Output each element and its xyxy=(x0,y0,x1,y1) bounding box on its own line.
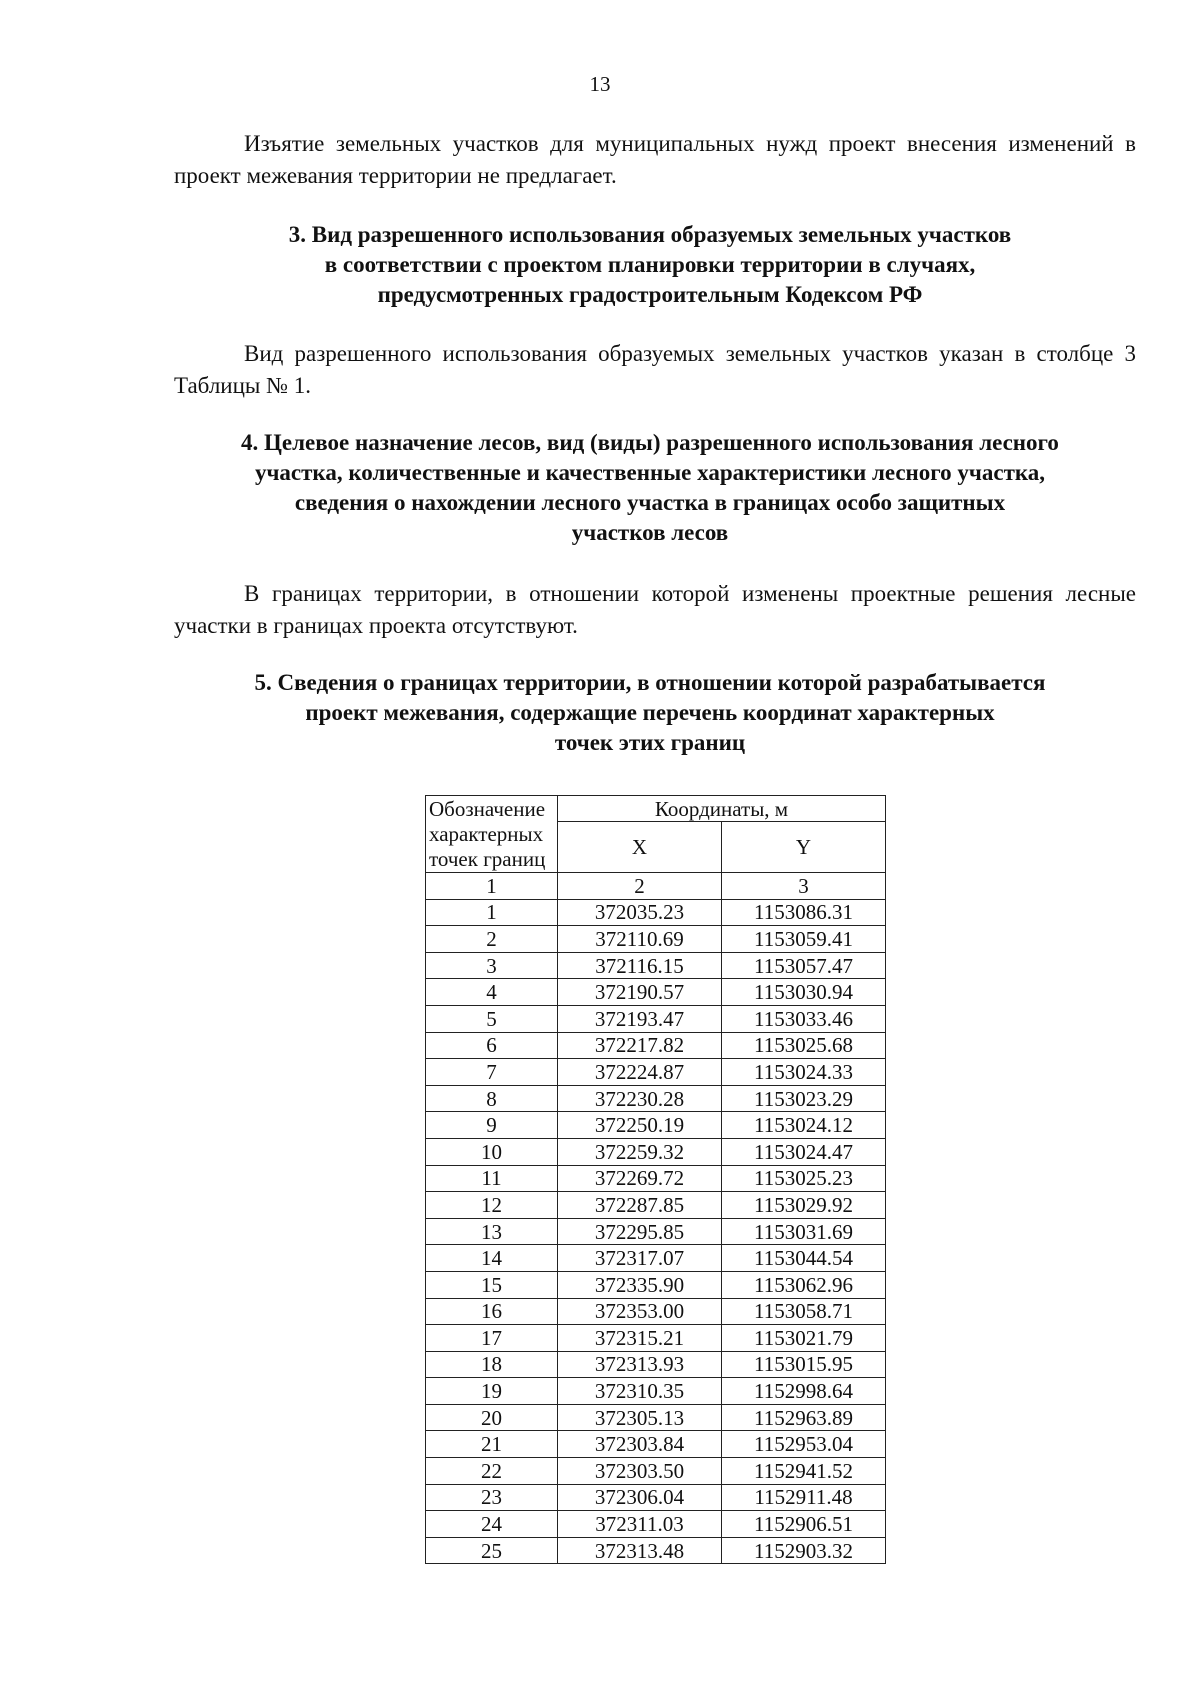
y-coordinate-cell: 1153024.12 xyxy=(722,1112,886,1139)
x-coordinate-cell: 372230.28 xyxy=(558,1085,722,1112)
table-row xyxy=(426,1005,886,1032)
x-coordinate-cell: 372303.50 xyxy=(558,1458,722,1485)
section4-text: В границах территории, в отношении которой изменены проектные решения лесные участки в границах проекта отсутствуют. xyxy=(174,581,1136,638)
table-row xyxy=(426,1537,886,1564)
point-number-cell: 21 xyxy=(426,1431,558,1458)
y-coordinate-cell: 1153059.41 xyxy=(722,926,886,953)
section3-text: Вид разрешенного использования образуемых земельных участков указан в столбце 3 Таблицы № 1. xyxy=(174,341,1136,398)
y-coordinate-cell: 1152963.89 xyxy=(722,1404,886,1431)
table-row xyxy=(426,1351,886,1378)
header-x: X xyxy=(558,822,722,873)
table-row xyxy=(426,899,886,926)
point-number-cell: 15 xyxy=(426,1271,558,1298)
section5-heading-line: точек этих границ xyxy=(554,730,746,755)
table-row xyxy=(426,1298,886,1325)
y-coordinate-cell: 1152903.32 xyxy=(722,1537,886,1564)
point-number-cell: 20 xyxy=(426,1404,558,1431)
column-number-row xyxy=(426,873,886,900)
column-number: 1 xyxy=(426,873,558,900)
table-row xyxy=(426,1218,886,1245)
section5-heading xyxy=(150,668,1150,758)
table-row xyxy=(426,1325,886,1352)
x-coordinate-cell: 372224.87 xyxy=(558,1059,722,1086)
x-coordinate-cell: 372116.15 xyxy=(558,952,722,979)
y-coordinate-cell: 1152998.64 xyxy=(722,1378,886,1405)
point-number-cell: 7 xyxy=(426,1059,558,1086)
x-coordinate-cell: 372311.03 xyxy=(558,1511,722,1538)
point-number-cell: 1 xyxy=(426,899,558,926)
table-row xyxy=(426,1165,886,1192)
table-row xyxy=(426,979,886,1006)
point-number-cell: 25 xyxy=(426,1537,558,1564)
y-coordinate-cell: 1152941.52 xyxy=(722,1458,886,1485)
table-row xyxy=(426,1271,886,1298)
coordinates-table xyxy=(425,795,886,1564)
point-number-cell: 8 xyxy=(426,1085,558,1112)
table-row xyxy=(426,1484,886,1511)
table-row xyxy=(426,1085,886,1112)
intro-text: Изъятие земельных участков для муниципальных нужд проект внесения изменений в проект межевания территории не предлагает. xyxy=(174,131,1136,188)
point-number-cell: 10 xyxy=(426,1138,558,1165)
intro-paragraph xyxy=(174,128,1136,192)
table-row xyxy=(426,1032,886,1059)
point-number-cell: 18 xyxy=(426,1351,558,1378)
y-coordinate-cell: 1153024.33 xyxy=(722,1059,886,1086)
y-coordinate-cell: 1153021.79 xyxy=(722,1325,886,1352)
y-coordinate-cell: 1153062.96 xyxy=(722,1271,886,1298)
section4-heading-line: участка, количественные и качественные характеристики лесного участка, xyxy=(254,460,1046,485)
point-number-cell: 14 xyxy=(426,1245,558,1272)
x-coordinate-cell: 372317.07 xyxy=(558,1245,722,1272)
table-row xyxy=(426,1059,886,1086)
x-coordinate-cell: 372310.35 xyxy=(558,1378,722,1405)
column-number: 3 xyxy=(722,873,886,900)
point-number-cell: 16 xyxy=(426,1298,558,1325)
y-coordinate-cell: 1152911.48 xyxy=(722,1484,886,1511)
y-coordinate-cell: 1153033.46 xyxy=(722,1005,886,1032)
section4-paragraph xyxy=(174,578,1136,642)
table-row xyxy=(426,1192,886,1219)
table-row xyxy=(426,1404,886,1431)
section4-heading xyxy=(150,428,1150,548)
x-coordinate-cell: 372269.72 xyxy=(558,1165,722,1192)
x-coordinate-cell: 372110.69 xyxy=(558,926,722,953)
x-coordinate-cell: 372193.47 xyxy=(558,1005,722,1032)
point-number-cell: 3 xyxy=(426,952,558,979)
x-coordinate-cell: 372287.85 xyxy=(558,1192,722,1219)
x-coordinate-cell: 372335.90 xyxy=(558,1271,722,1298)
y-coordinate-cell: 1153086.31 xyxy=(722,899,886,926)
y-coordinate-cell: 1153031.69 xyxy=(722,1218,886,1245)
table-row xyxy=(426,1511,886,1538)
page-number: 13 xyxy=(589,72,611,96)
y-coordinate-cell: 1153025.23 xyxy=(722,1165,886,1192)
table-row xyxy=(426,1378,886,1405)
section3-heading-line: предусмотренных градостроительным Кодексом РФ xyxy=(377,282,923,307)
y-coordinate-cell: 1153058.71 xyxy=(722,1298,886,1325)
point-number-cell: 13 xyxy=(426,1218,558,1245)
table-row xyxy=(426,1431,886,1458)
point-number-cell: 2 xyxy=(426,926,558,953)
x-coordinate-cell: 372313.93 xyxy=(558,1351,722,1378)
section4-heading-line: сведения о нахождении лесного участка в границах особо защитных xyxy=(294,490,1006,515)
x-coordinate-cell: 372313.48 xyxy=(558,1537,722,1564)
table-row xyxy=(426,1112,886,1139)
y-coordinate-cell: 1153015.95 xyxy=(722,1351,886,1378)
point-number-cell: 5 xyxy=(426,1005,558,1032)
table-row xyxy=(426,1458,886,1485)
header-coordinates: Координаты, м xyxy=(558,796,886,822)
y-coordinate-cell: 1153025.68 xyxy=(722,1032,886,1059)
section5-heading-line: проект межевания, содержащие перечень координат характерных xyxy=(305,700,995,725)
x-coordinate-cell: 372305.13 xyxy=(558,1404,722,1431)
x-coordinate-cell: 372035.23 xyxy=(558,899,722,926)
header-y: Y xyxy=(722,822,886,873)
section3-heading-line: в соответствии с проектом планировки территории в случаях, xyxy=(324,252,976,277)
y-coordinate-cell: 1152906.51 xyxy=(722,1511,886,1538)
table-row xyxy=(426,1138,886,1165)
point-number-cell: 6 xyxy=(426,1032,558,1059)
table-row xyxy=(426,952,886,979)
section4-heading-line: участков лесов xyxy=(571,520,729,545)
y-coordinate-cell: 1153029.92 xyxy=(722,1192,886,1219)
y-coordinate-cell: 1153057.47 xyxy=(722,952,886,979)
y-coordinate-cell: 1153044.54 xyxy=(722,1245,886,1272)
header-point-designation: Обозначение характерных точек границ xyxy=(426,796,558,873)
section3-heading xyxy=(150,220,1150,310)
column-number: 2 xyxy=(558,873,722,900)
point-number-cell: 11 xyxy=(426,1165,558,1192)
table-row xyxy=(426,1245,886,1272)
point-number-cell: 24 xyxy=(426,1511,558,1538)
x-coordinate-cell: 372190.57 xyxy=(558,979,722,1006)
point-number-cell: 12 xyxy=(426,1192,558,1219)
x-coordinate-cell: 372303.84 xyxy=(558,1431,722,1458)
y-coordinate-cell: 1153024.47 xyxy=(722,1138,886,1165)
x-coordinate-cell: 372295.85 xyxy=(558,1218,722,1245)
point-number-cell: 19 xyxy=(426,1378,558,1405)
x-coordinate-cell: 372353.00 xyxy=(558,1298,722,1325)
section3-heading-line: 3. Вид разрешенного использования образуемых земельных участков xyxy=(288,222,1012,247)
x-coordinate-cell: 372250.19 xyxy=(558,1112,722,1139)
y-coordinate-cell: 1152953.04 xyxy=(722,1431,886,1458)
point-number-cell: 17 xyxy=(426,1325,558,1352)
table-row xyxy=(426,926,886,953)
x-coordinate-cell: 372306.04 xyxy=(558,1484,722,1511)
x-coordinate-cell: 372315.21 xyxy=(558,1325,722,1352)
section3-paragraph xyxy=(174,338,1136,402)
y-coordinate-cell: 1153030.94 xyxy=(722,979,886,1006)
x-coordinate-cell: 372217.82 xyxy=(558,1032,722,1059)
y-coordinate-cell: 1153023.29 xyxy=(722,1085,886,1112)
point-number-cell: 23 xyxy=(426,1484,558,1511)
point-number-cell: 4 xyxy=(426,979,558,1006)
section5-heading-line: 5. Сведения о границах территории, в отношении которой разрабатывается xyxy=(254,670,1046,695)
x-coordinate-cell: 372259.32 xyxy=(558,1138,722,1165)
point-number-cell: 9 xyxy=(426,1112,558,1139)
section4-heading-line: 4. Целевое назначение лесов, вид (виды) разрешенного использования лесного xyxy=(241,430,1059,455)
table-header-row xyxy=(426,796,886,822)
point-number-cell: 22 xyxy=(426,1458,558,1485)
